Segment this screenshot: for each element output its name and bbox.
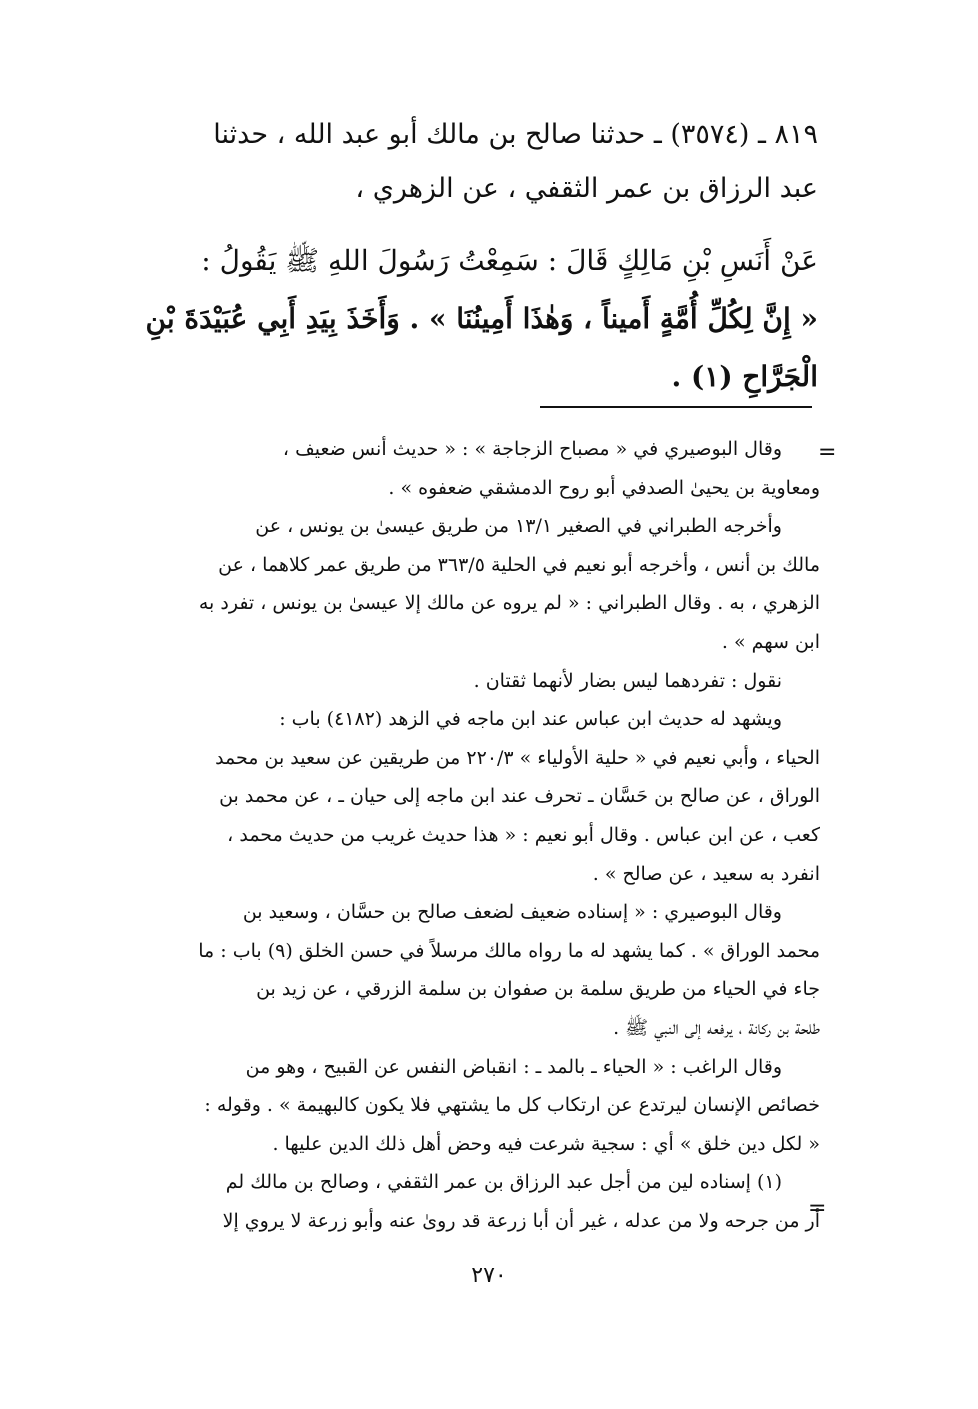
page-number: ٢٧٠ bbox=[471, 1263, 507, 1288]
footnote-line: الحياء ، وأبي نعيم في « حلية الأولياء » ٢٢٠/٣ من طريقين عن سعيد بن محمد bbox=[215, 746, 820, 769]
footnote-line: نقول : تفردهما ليس بضار لأنهما ثقتان . bbox=[473, 669, 782, 692]
footnote-line: مالك بن أنس ، وأخرجه أبو نعيم في الحلية ٣٦٣/٥ من طريق عمر كلاهما ، عن bbox=[218, 553, 820, 576]
hadith-text-line-2: « إِنَّ لِكُلِّ أُمَّةٍ أَميناً ، وَهٰذَا أَمِينُنَا » . وَأَخَذَ بِيَدِ أَبِي عُبَيْدَةَ بْنِ bbox=[145, 302, 818, 335]
footnote-line: وأخرجه الطبراني في الصغير ١٣/١ من طريق عيسىٰ بن يونس ، عن bbox=[255, 515, 782, 538]
footnote-line: (١) إسناده لين من أجل عبد الرزاق بن عمر الثقفي ، وصالح بن مالك لم bbox=[225, 1171, 782, 1194]
footnote-line: انفرد به سعيد ، عن صالح » . bbox=[592, 862, 820, 885]
footnote-line: وقال البوصيري في « مصباح الزجاجة » : « حديث أنس ضعيف ، bbox=[282, 438, 782, 460]
footnote-line: الوراق ، عن صالح بن حَسَّان ـ تحرف عند ابن ماجه إلى حيان ـ ، عن محمد بن bbox=[219, 785, 820, 808]
hadith-heading-line-1: ٨١٩ ـ (٣٥٧٤) ـ حدثنا صالح بن مالك أبو عبد الله ، حدثنا bbox=[213, 119, 818, 150]
footnotes bbox=[120, 430, 820, 1240]
footnote-line: خصائص الإنسان ليرتدع عن ارتكاب كل ما يشتهي فلا يكون كالبهيمة » . وقوله : bbox=[204, 1094, 820, 1117]
footnote-line: وقال الراغب : « الحياء ـ بالمد ـ : انقباض النفس عن القبيح ، وهو من bbox=[245, 1055, 782, 1078]
footnote-line: وقال البوصيري : « إسناده ضعيف لضعف صالح بن حسَّان ، وسعيد بن bbox=[242, 901, 782, 924]
hadith-heading-line-2: عبد الرزاق بن عمر الثقفي ، عن الزهري ، bbox=[355, 173, 818, 204]
continuation-mark-top: = bbox=[818, 440, 837, 465]
footnote-line: الزهري ، به . وقال الطبراني : « لم يروه عن مالك إلا عيسىٰ بن يونس ، تفرد به bbox=[198, 592, 820, 615]
footnote-line: أر من جرحه ولا من عدله ، غير أن أبا زرعة قد روىٰ عنه وأبو زرعة لا يروي إلا bbox=[222, 1209, 820, 1232]
footnote-line: ابن سهم » . bbox=[721, 630, 820, 653]
footnote-line: ومعاوية بن يحيىٰ الصدفي أبو روح الدمشقي ضعفوه » . bbox=[388, 476, 820, 499]
continuation-mark-bottom: = bbox=[808, 1196, 827, 1221]
footnote-line: طلحة بن ركانة ، يرفعه إلى النبي ﷺ . bbox=[613, 1016, 820, 1039]
footnote-line: جاء في الحياء من طريق سلمة بن صفوان بن سلمة الزرقي ، عن زيد بن bbox=[256, 978, 820, 1001]
hadith-text-line-3: الْجَرَّاحِ (١) . bbox=[671, 360, 818, 393]
footnote-separator bbox=[540, 406, 812, 408]
footnote-line: محمد الوراق » . كما يشهد له ما رواه مالك مرسلاً في حسن الخلق (٩) باب : ما bbox=[198, 939, 820, 962]
footnote-line: « لكل دين خلق » أي : سجية شرعت فيه وحض أهل ذلك الدين عليها . bbox=[272, 1132, 820, 1155]
footnote-line: كعب ، عن ابن عباس . وقال أبو نعيم : « هذا حديث غريب من حديث محمد ، bbox=[227, 823, 820, 846]
hadith-text-line-1: عَنْ أَنَسِ بْنِ مَالِكٍ قَالَ : سَمِعْتُ رَسُولَ اللهِ ﷺ يَقُولُ : bbox=[201, 244, 818, 277]
footnote-line: ويشهد له حديث ابن عباس عند ابن ماجه في الزهد (٤١٨٢) باب : bbox=[279, 708, 782, 731]
